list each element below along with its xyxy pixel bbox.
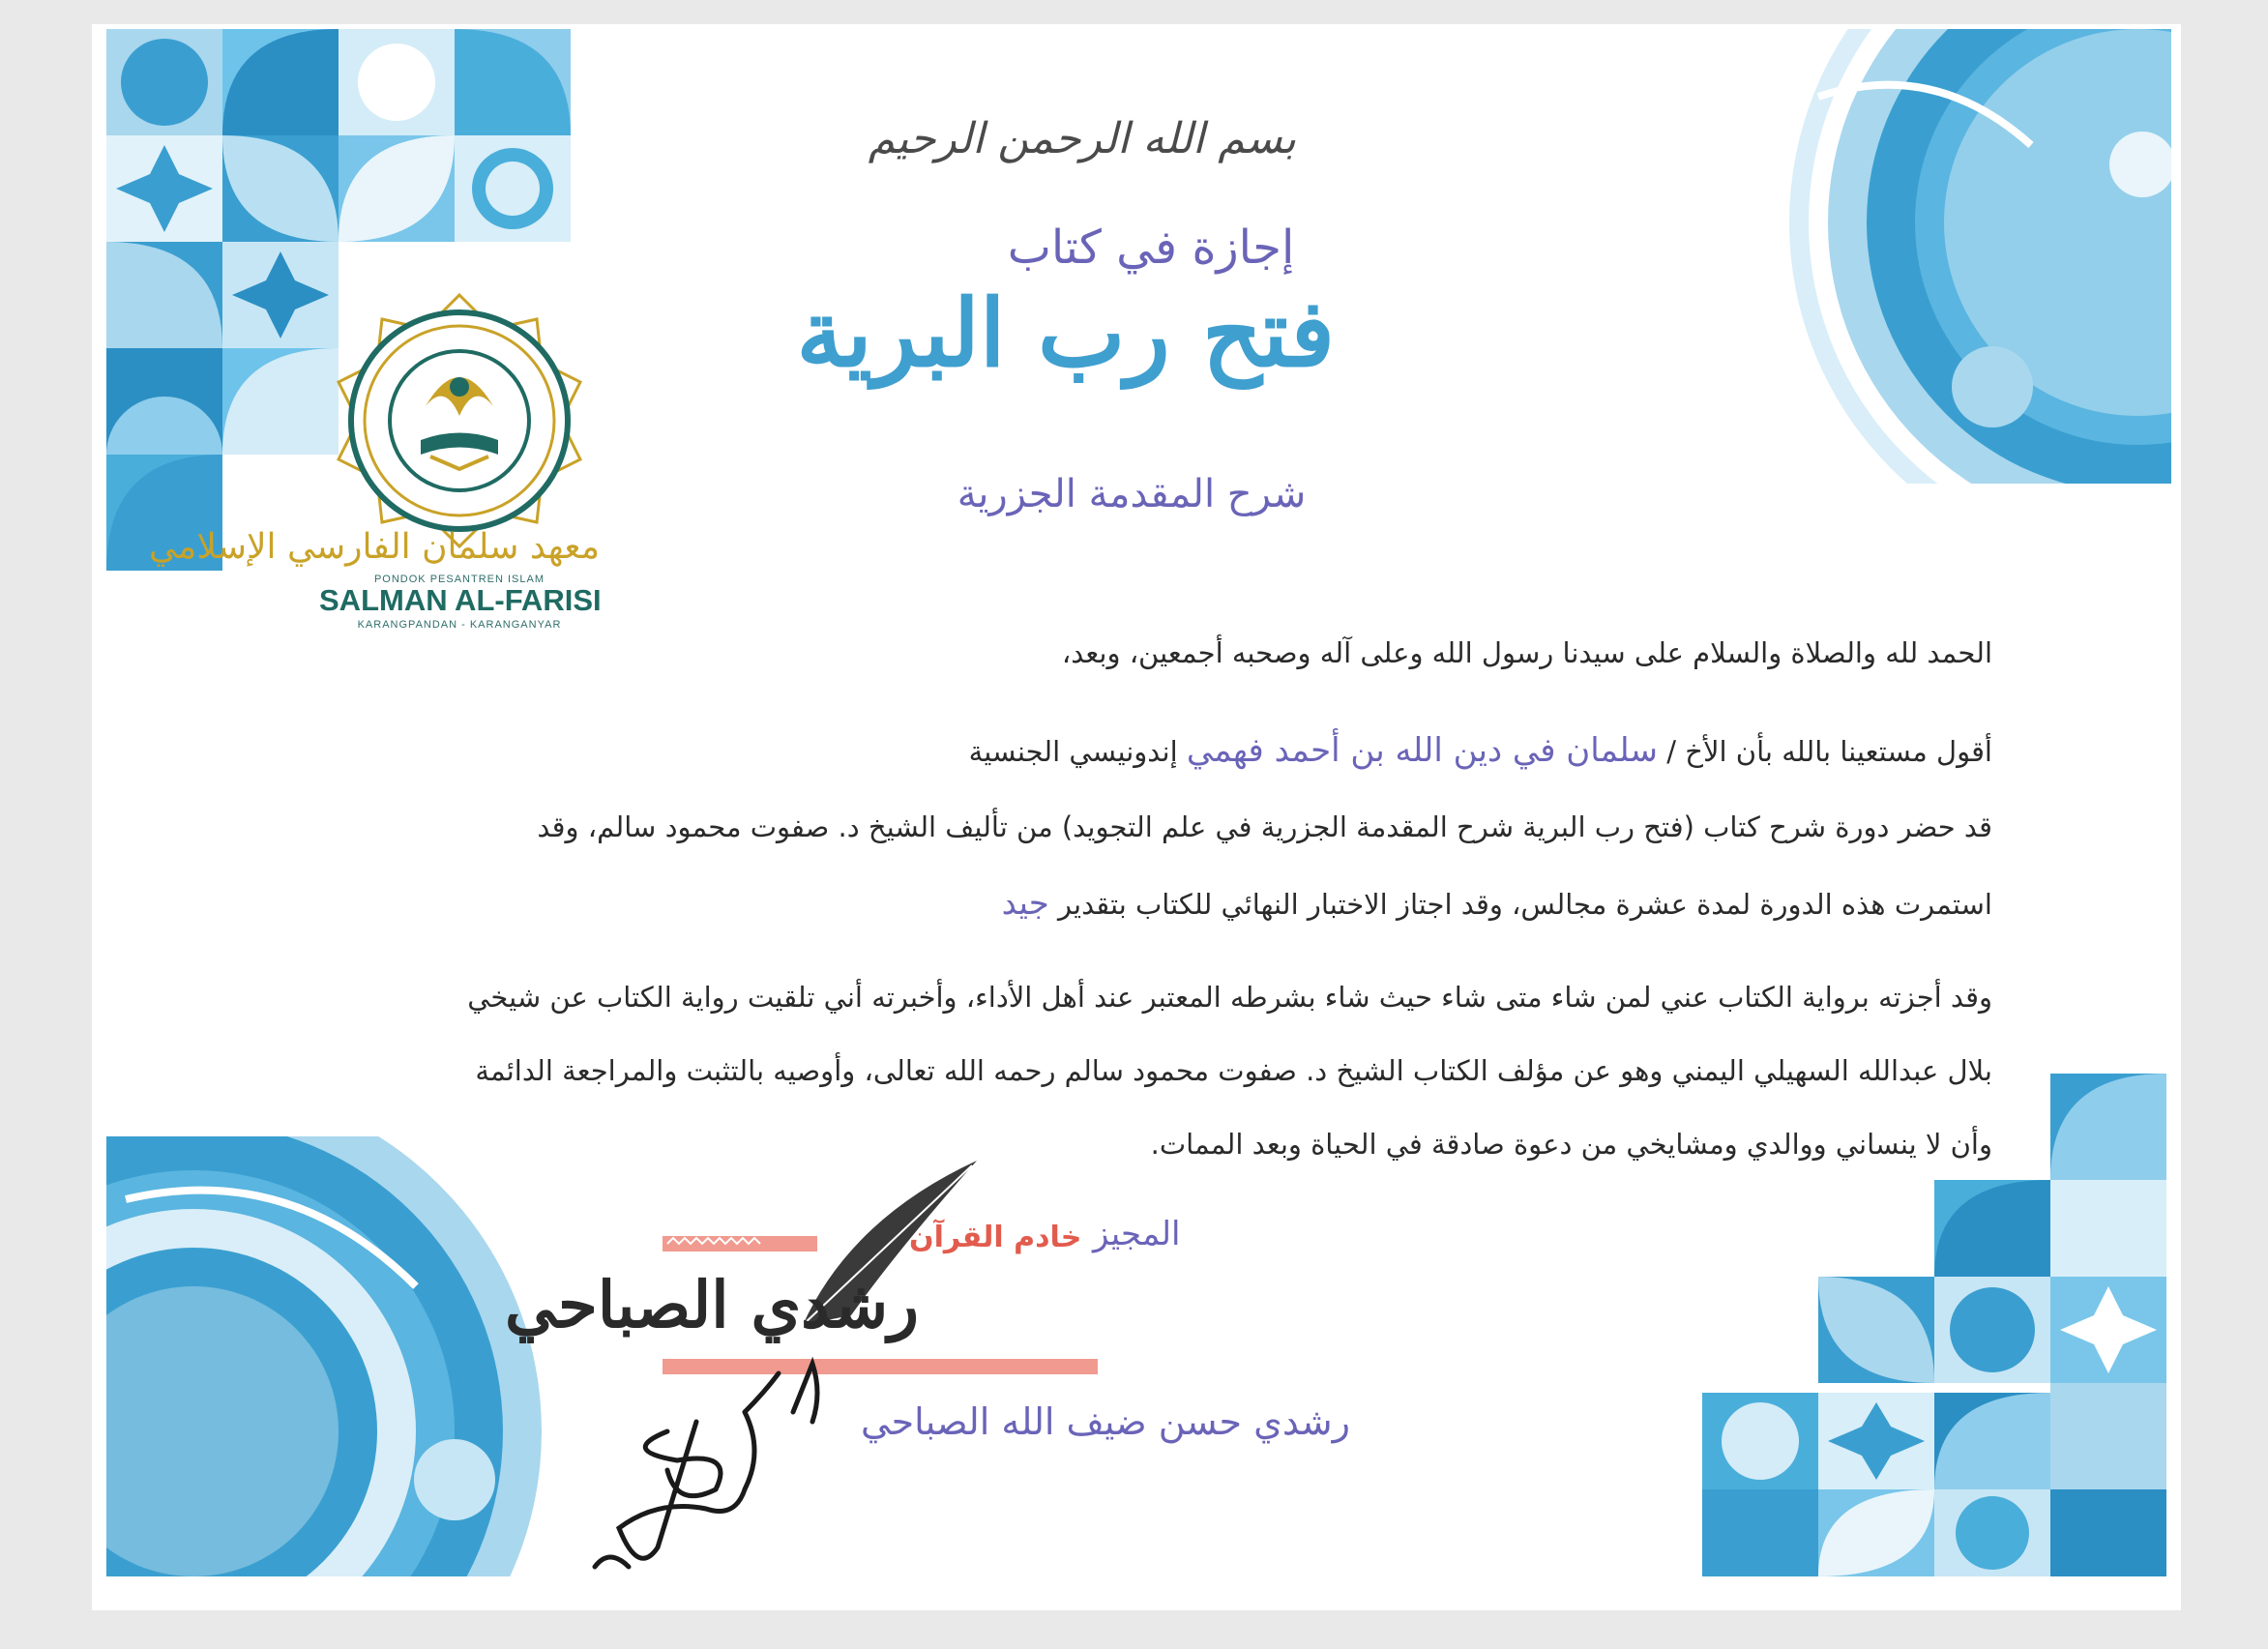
result-text: استمرت هذه الدورة لمدة عشرة مجالس، وقد اجتاز الاختبار النهائي للكتاب بتقدير: [1048, 888, 1992, 921]
institution-name: SALMAN AL-FARISI: [319, 583, 602, 617]
body-line-chain: بلال عبدالله السهيلي اليمني وهو عن مؤلف الكتاب الشيخ د. صفوت محمود سالم رحمه الله تعالى، وأوصيه بالتثبت والمراجعة الدائمة: [475, 1054, 1992, 1087]
body-line-student: [969, 731, 1992, 770]
student-name: سلمان في دين الله بن أحمد فهمي: [1186, 731, 1659, 770]
stamp-name: رشدي الصباحي: [505, 1267, 919, 1342]
institution-label: PONDOK PESANTREN ISLAM: [373, 574, 545, 585]
body-line-greeting: الحمد لله والصلاة والسلام على سيدنا رسول الله وعلى آله وصحبه أجمعين، وبعد،: [1061, 636, 1992, 669]
stamp-title: خادم القرآن: [909, 1221, 1082, 1254]
student-intro: أقول مستعينا بالله بأن الأخ /: [1658, 735, 1992, 768]
body-line-course: قد حضر دورة شرح كتاب (فتح رب البرية شرح المقدمة الجزرية في علم التجويد) من تأليف الشيخ د. صفوت محمود سالم، وقد: [537, 810, 1992, 843]
institution-arabic-name: معهد سلمان الفارسي الإسلامي: [149, 527, 600, 567]
body-line-license: وقد أجزته برواية الكتاب عني لمن شاء متى شاء حيث شاء بشرطه المعتبر عند أهل الأداء، وأخبرته أني تلقيت رواية الكتاب عن شيخي: [467, 981, 1992, 1014]
body-line-result: [1002, 884, 1992, 923]
book-title-calligraphy: فتح رب البرية: [796, 279, 1335, 388]
institution-location: KARANGPANDAN - KARANGANYAR: [357, 619, 562, 631]
body-line-closing: وأن لا ينساني ووالدي ومشايخي من دعوة صادقة في الحياة وبعد الممات.: [1150, 1128, 1992, 1161]
certificate-type: إجازة في كتاب: [1007, 221, 1295, 275]
book-subtitle: شرح المقدمة الجزرية: [957, 472, 1307, 516]
signer-full-name: رشدي حسن ضيف الله الصباحي: [861, 1400, 1350, 1443]
grade-value: جيد: [1001, 884, 1049, 923]
student-nationality: إندونيسي الجنسية: [968, 735, 1187, 768]
bismillah-calligraphy: بسم الله الرحمن الرحيم: [868, 114, 1296, 163]
grantor-label: المجيز: [1093, 1215, 1181, 1253]
